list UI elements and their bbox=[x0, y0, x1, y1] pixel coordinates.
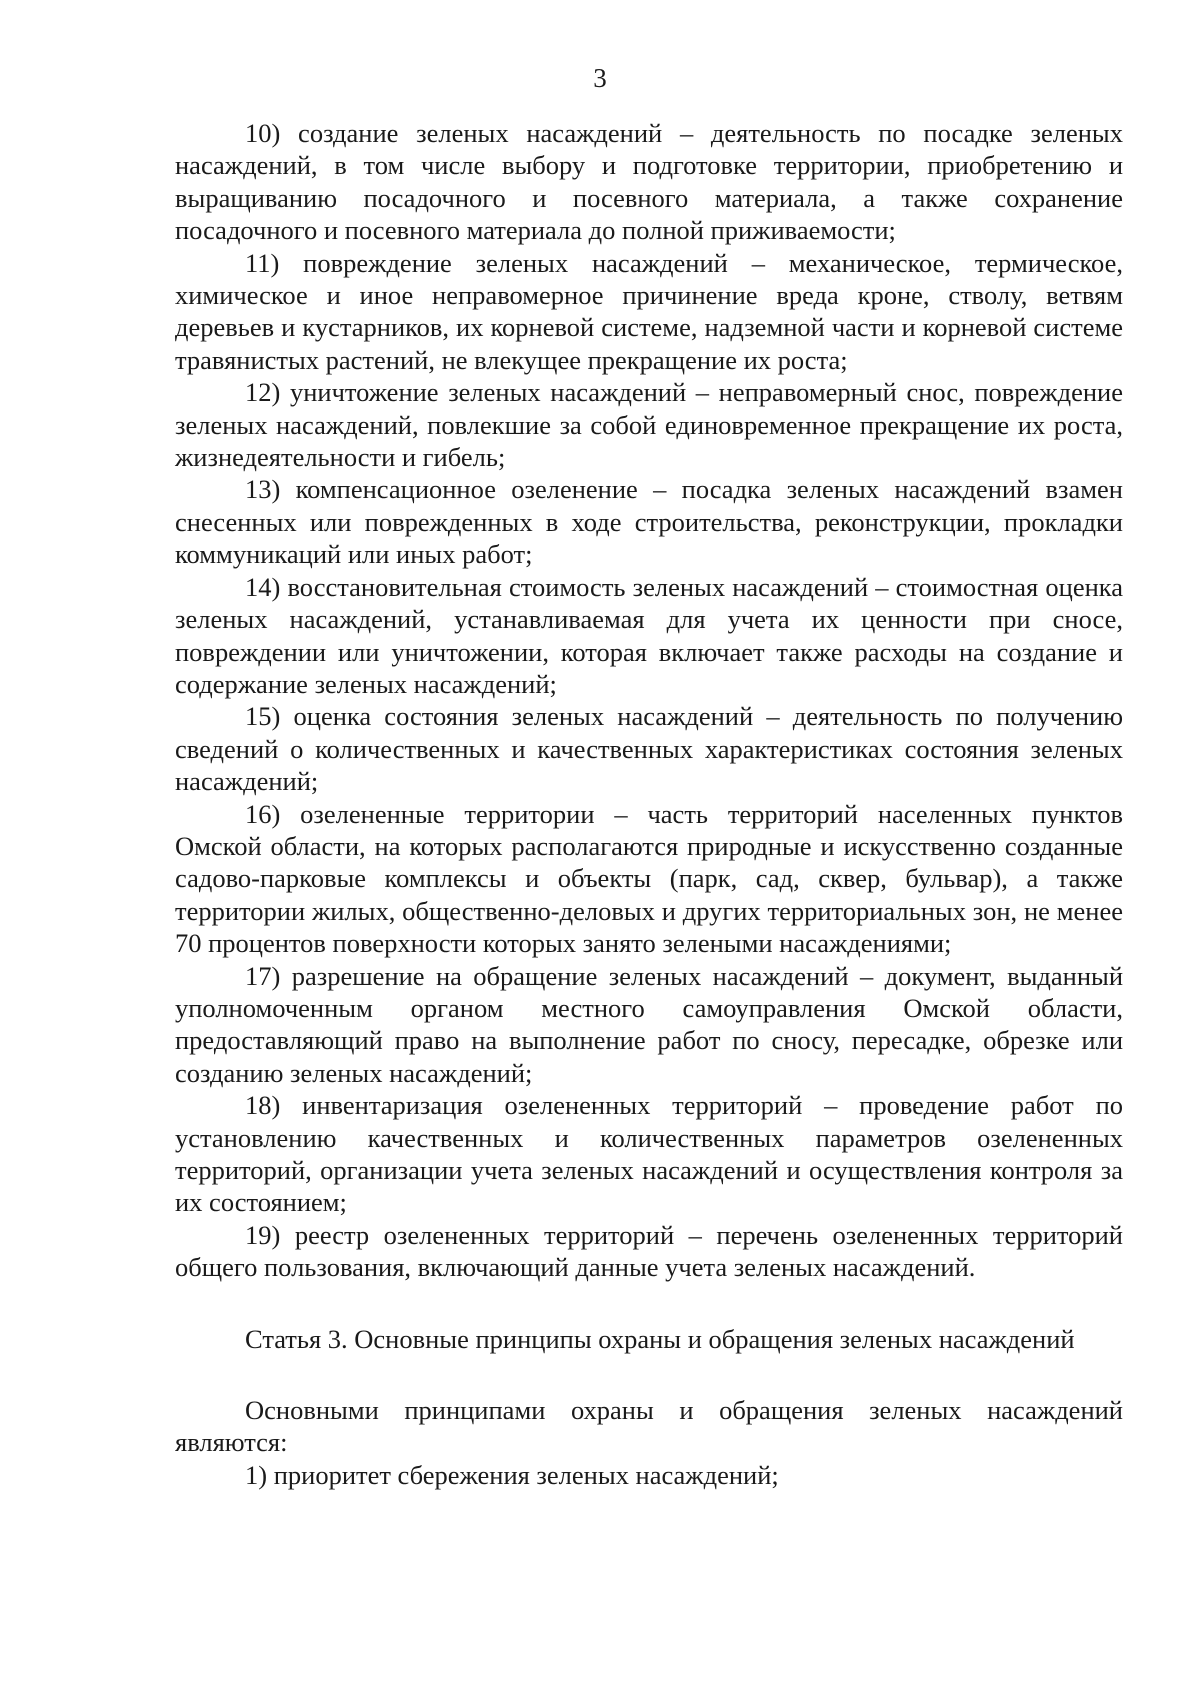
document-body bbox=[175, 117, 1123, 1491]
principles-intro: Основными принципами охраны и обращения зеленых насаждений являются: bbox=[175, 1395, 1123, 1458]
definition-item-17: 17) разрешение на обращение зеленых насаждений – документ, выданный уполномоченным органом местного самоуправления Омской области, предоставляющий право на выполнение работ по сносу, пересадке, обрезке или созданию зеленых насаждений; bbox=[175, 960, 1123, 1088]
definition-item-19: 19) реестр озелененных территорий – перечень озелененных территорий общего пользования, включающий данные учета зеленых насаждений. bbox=[175, 1219, 1123, 1283]
article-heading: Статья 3. Основные принципы охраны и обращения зеленых насаждений bbox=[245, 1323, 1075, 1354]
definition-item-12: 12) уничтожение зеленых насаждений – неправомерный снос, повреждение зеленых насаждений, повлекшие за собой единовременное прекращение их роста, жизнедеятельности и гибель; bbox=[175, 377, 1123, 473]
definition-item-16: 16) озелененные территории – часть территорий населенных пунктов Омской области, на которых располагаются природные и искусственно созданные садово-парковые комплексы и объекты (парк, сад, сквер, бульвар), а также территории жилых, общественно-деловых и других территориальных зон, не менее 70 процентов поверхности которых занято зелеными насаждениями; bbox=[175, 798, 1123, 959]
definition-item-13: 13) компенсационное озеленение – посадка зеленых насаждений взамен снесенных или поврежденных в ходе строительства, реконструкции, прокладки коммуникаций или иных работ; bbox=[175, 474, 1123, 570]
definition-item-10: 10) создание зеленых насаждений – деятельность по посадке зеленых насаждений, в том числе выбору и подготовке территории, приобретению и выращиванию посадочного и посевного материала, а также сохранение посадочного и посевного материала до полной приживаемости; bbox=[175, 118, 1123, 246]
principle-item-1: 1) приоритет сбережения зеленых насаждений; bbox=[245, 1459, 779, 1490]
definition-item-11: 11) повреждение зеленых насаждений – механическое, термическое, химическое и иное неправомерное причинение вреда кроне, стволу, ветвям деревьев и кустарников, их корневой системе, надземной части и корневой системе травянистых растений, не влекущее прекращение их роста; bbox=[175, 247, 1123, 375]
page-number: 3 bbox=[593, 63, 607, 93]
definition-item-15: 15) оценка состояния зеленых насаждений – деятельность по получению сведений о количественных и качественных характеристиках состояния зеленых насаждений; bbox=[175, 701, 1123, 797]
definition-item-18: 18) инвентаризация озелененных территорий – проведение работ по установлению качественных и количественных параметров озелененных территорий, организации учета зеленых насаждений и осуществления контроля за их состоянием; bbox=[175, 1090, 1123, 1218]
definition-item-14: 14) восстановительная стоимость зеленых насаждений – стоимостная оценка зеленых насаждений, устанавливаемая для учета их ценности при сносе, повреждении или уничтожении, которая включает также расходы на создание и содержание зеленых насаждений; bbox=[175, 571, 1123, 699]
